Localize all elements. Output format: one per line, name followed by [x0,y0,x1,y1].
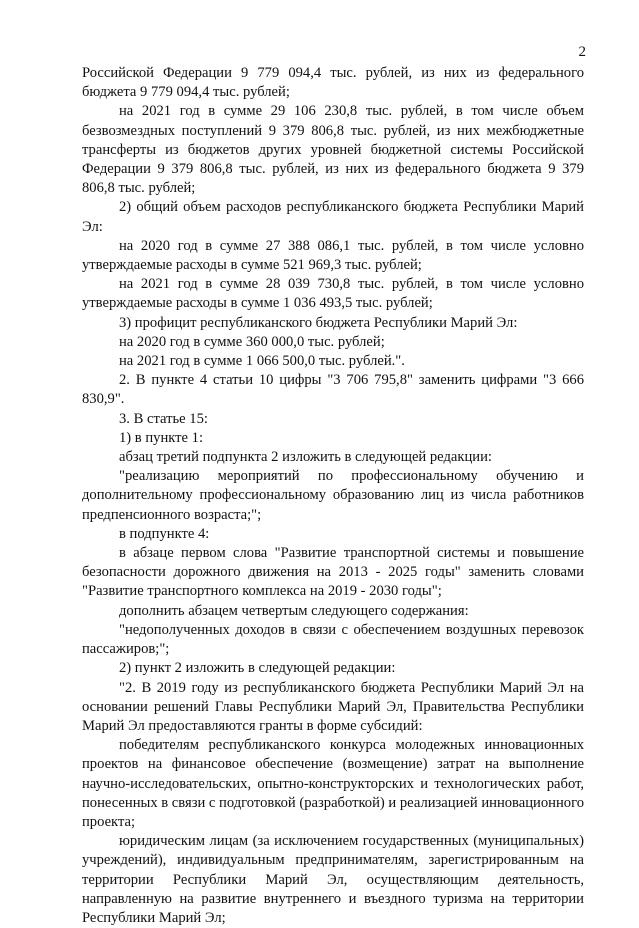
paragraph-14: в абзаце первом слова "Развитие транспортной системы и повышение безопасности дорожного движения на 2013 - 2025 годы" заменить словами "Развитие транспортного комплекса на 2019 - 2030 годы"; [82,545,584,600]
paragraph-17: 2) пункт 2 изложить в следующей редакции: [119,660,396,677]
paragraph-19: победителям республиканского конкурса молодежных инновационных проектов на финансовое обеспечение (возмещение) затрат на выполнение научно-исследовательских, опытно-конструкторских и технологических работ, понесенных в связи с подготовкой (разработкой) и реализацией инновационного проекта; [82,737,584,830]
document-body [82,64,584,928]
paragraph-7: на 2021 год в сумме 1 066 500,0 тыс. рублей.". [119,353,405,370]
page-number: 2 [578,44,586,60]
paragraph-13: в подпункте 4: [119,525,210,542]
paragraph-1: на 2021 год в сумме 29 106 230,8 тыс. рублей, в том числе объем безвозмездных поступлений 9 379 806,8 тыс. рублей, из них межбюджетные трансферты из бюджетов других уровней бюджетной системы Российской Федерации 9 379 806,8 тыс. рублей, из них из федерального бюджета 9 379 806,8 тыс. рублей; [82,103,584,197]
paragraph-8: 2. В пункте 4 статьи 10 цифры "3 706 795,8" заменить цифрами "3 666 830,9". [82,372,584,408]
paragraph-5: 3) профицит республиканского бюджета Республики Марий Эл: [119,314,518,331]
paragraph-12: "реализацию мероприятий по профессиональному обучению и дополнительному профессиональному образованию лиц из числа работников предпенсионного возраста;"; [82,468,584,523]
paragraph-2: 2) общий объем расходов республиканского бюджета Республики Марий Эл: [82,199,584,235]
paragraph-16: "недополученных доходов в связи с обеспечением воздушных перевозок пассажиров;"; [82,621,584,658]
paragraph-20: юридическим лицам (за исключением государственных (муниципальных) учреждений), индивидуальным предпринимателям, зарегистрированным на территории Республики Марий Эл, осуществляющим деятельность, направленную на развитие внутреннего и въездного туризма на территории Республики Марий Эл; [82,833,584,926]
paragraph-3: на 2020 год в сумме 27 388 086,1 тыс. рублей, в том числе условно утверждаемые расходы в сумме 521 969,3 тыс. рублей; [82,237,584,274]
paragraph-6: на 2020 год в сумме 360 000,0 тыс. рублей; [119,333,385,350]
paragraph-10: 1) в пункте 1: [119,429,204,446]
paragraph-0: Российской Федерации 9 779 094,4 тыс. рублей, из них из федерального бюджета 9 779 094,4 тыс. рублей; [82,65,584,101]
paragraph-4: на 2021 год в сумме 28 039 730,8 тыс. рублей, в том числе условно утверждаемые расходы в сумме 1 036 493,5 тыс. рублей; [82,276,584,312]
paragraph-9: 3. В статье 15: [119,410,208,427]
paragraph-15: дополнить абзацем четвертым следующего содержания: [119,602,469,619]
paragraph-11: абзац третий подпункта 2 изложить в следующей редакции: [119,449,492,466]
paragraph-18: "2. В 2019 году из республиканского бюджета Республики Марий Эл на основании решений Главы Республики Марий Эл, Правительства Республики Марий Эл предоставляются гранты в форме субсидий: [82,679,584,734]
